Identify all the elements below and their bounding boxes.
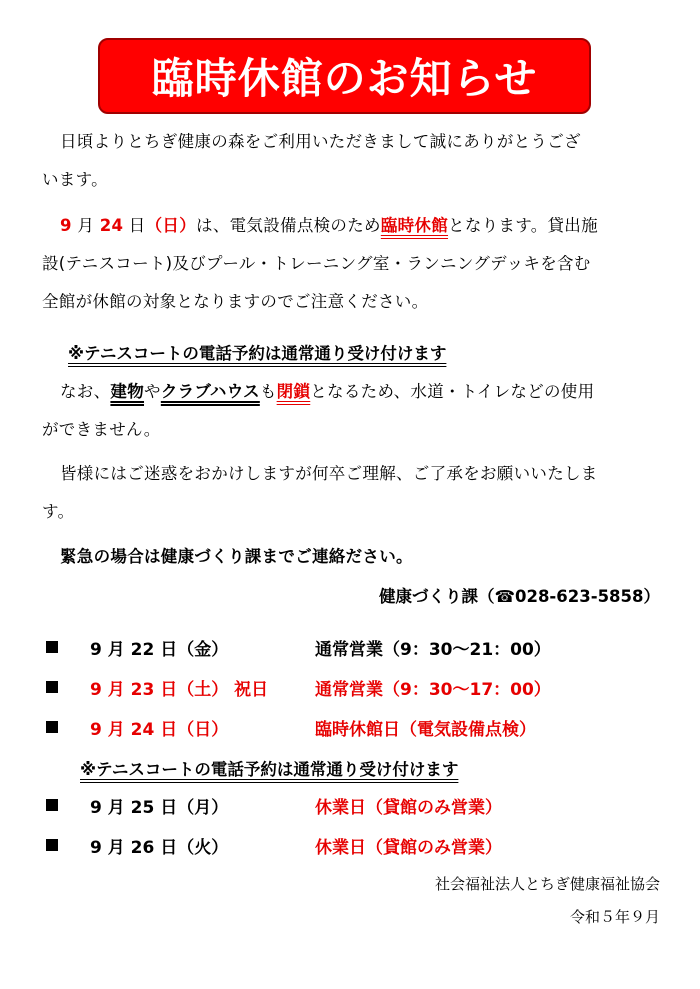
intro-line-2: います。 (42, 170, 108, 189)
closure-after-date: は、電気設備点検のため (196, 216, 381, 235)
closure-month: 9 (60, 216, 72, 235)
closure-line-3: 全館が休館の対象となりますのでご注意ください。 (42, 292, 429, 311)
facility-clubhouse: クラブハウス (160, 382, 260, 401)
closure-weekday: （日） (145, 216, 197, 235)
schedule-desc: 通常営業（9：30〜17：00） (315, 679, 551, 700)
facility-ya: や (144, 382, 161, 401)
apology-line-1: 皆様にはご迷惑をおかけしますが何卒ご理解、ご了承をお願いいたしま (60, 464, 598, 483)
square-bullet-icon (46, 721, 58, 733)
intro-paragraph (42, 123, 662, 199)
square-bullet-icon (46, 681, 58, 693)
apology-paragraph (42, 455, 662, 531)
facility-rest: となるため、水道・トイレなどの使用 (310, 382, 595, 401)
intro-line-1: 日頃よりとちぎ健康の森をご利用いただきまして誠にありがとうござ (60, 132, 581, 151)
facility-mo: も (259, 382, 277, 401)
apology-line-2: す。 (42, 502, 75, 521)
facility-closed: 閉鎖 (276, 382, 311, 401)
title-banner (98, 38, 591, 114)
schedule-desc: 臨時休館日（電気設備点検） (315, 719, 536, 740)
schedule-date: 9 月 26 日（火） (90, 837, 229, 858)
schedule-date: 9 月 23 日（土） (90, 679, 229, 700)
schedule-desc: 休業日（貸館のみ営業） (315, 837, 502, 858)
schedule-extra: 祝日 (234, 679, 269, 700)
closure-line-2: 設(テニスコート)及びプール・トレーニング室・ランニングデッキを含む (42, 254, 591, 273)
schedule-row-2 (46, 672, 551, 702)
square-bullet-icon (46, 839, 58, 851)
square-bullet-icon (46, 641, 58, 653)
closure-word: 臨時休館 (380, 216, 449, 235)
schedule-desc: 休業日（貸館のみ営業） (315, 797, 502, 818)
schedule-row-4 (46, 790, 502, 820)
facility-building: 建物 (110, 382, 145, 401)
closure-after-word: となります。貸出施 (448, 216, 598, 235)
schedule-date: 9 月 24 日（日） (90, 719, 229, 740)
schedule-date: 9 月 22 日（金） (90, 639, 229, 660)
contact-line: 健康づくり課（☎028-623-5858） (378, 587, 660, 606)
schedule-row-5 (46, 830, 502, 860)
square-bullet-icon (46, 799, 58, 811)
closure-day: 24 (99, 216, 124, 235)
facility-line-2: ができません。 (42, 420, 161, 439)
schedule-row-3 (46, 712, 536, 742)
closure-day-unit: 日 (128, 216, 146, 235)
schedule-row-1 (46, 632, 551, 662)
closure-month-unit: 月 (77, 216, 95, 235)
facility-paragraph (42, 373, 662, 449)
issue-date: 令和５年９月 (569, 908, 660, 926)
schedule-tennis-note: ※テニスコートの電話予約は通常通り受け付けます (80, 760, 459, 779)
closure-paragraph (42, 207, 662, 321)
schedule-date: 9 月 25 日（月） (90, 797, 229, 818)
emergency-note: 緊急の場合は健康づくり課までご連絡ださい。 (60, 547, 413, 566)
schedule-desc: 通常営業（9：30〜21：00） (315, 639, 551, 660)
facility-prefix: なお、 (60, 382, 111, 401)
organization-name: 社会福祉法人とちぎ健康福祉協会 (434, 875, 660, 893)
page-title: 臨時休館のお知らせ (151, 54, 538, 103)
tennis-note: ※テニスコートの電話予約は通常通り受け付けます (68, 344, 447, 363)
